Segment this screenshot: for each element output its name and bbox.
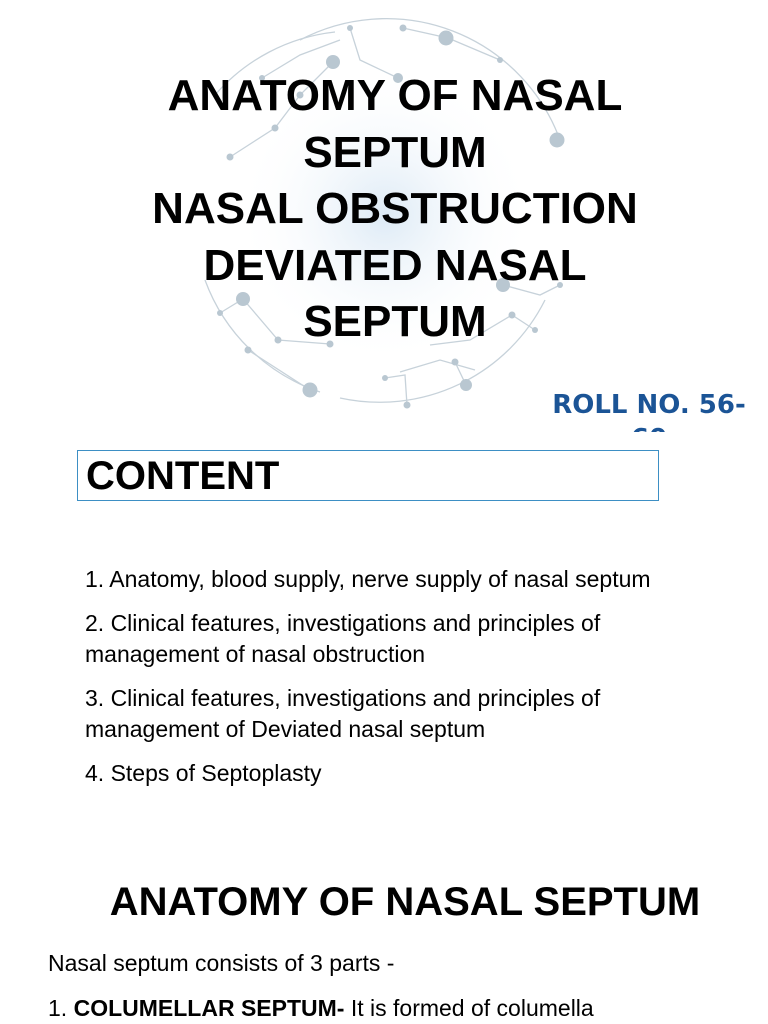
roll-number-line1: ROLL NO. 56- <box>552 390 746 420</box>
anatomy-slide <box>0 862 768 1024</box>
content-slide <box>0 432 768 862</box>
anatomy-slide-title: ANATOMY OF NASAL SEPTUM <box>109 880 701 924</box>
roll-number <box>530 388 768 432</box>
content-heading: CONTENT <box>86 454 280 498</box>
title-line: NASAL OBSTRUCTION <box>152 184 638 233</box>
toc-item: 4. Steps of Septoplasty <box>85 760 322 786</box>
table-of-contents <box>85 564 685 802</box>
point-text: It is formed of columella <box>344 995 594 1021</box>
title-line: SEPTUM <box>303 297 487 346</box>
point-number: 1. <box>48 995 68 1021</box>
content-heading-box <box>77 450 659 501</box>
title-line: DEVIATED NASAL <box>203 240 587 290</box>
toc-item: 1. Anatomy, blood supply, nerve supply of nasal septum <box>85 566 651 592</box>
title-line: ANATOMY OF NASAL <box>167 71 623 120</box>
point-term: COLUMELLAR SEPTUM- <box>73 995 345 1021</box>
toc-item: 2. Clinical features, investigations and principles of management of nasal obstruction <box>85 610 601 667</box>
anatomy-point-1 <box>48 993 594 1023</box>
presentation-title <box>90 68 700 351</box>
title-slide <box>0 0 768 432</box>
toc-item: 3. Clinical features, investigations and principles of management of Deviated nasal septum <box>85 685 601 742</box>
title-line: SEPTUM <box>303 127 487 177</box>
anatomy-intro-text: Nasal septum consists of 3 parts - <box>48 950 395 976</box>
